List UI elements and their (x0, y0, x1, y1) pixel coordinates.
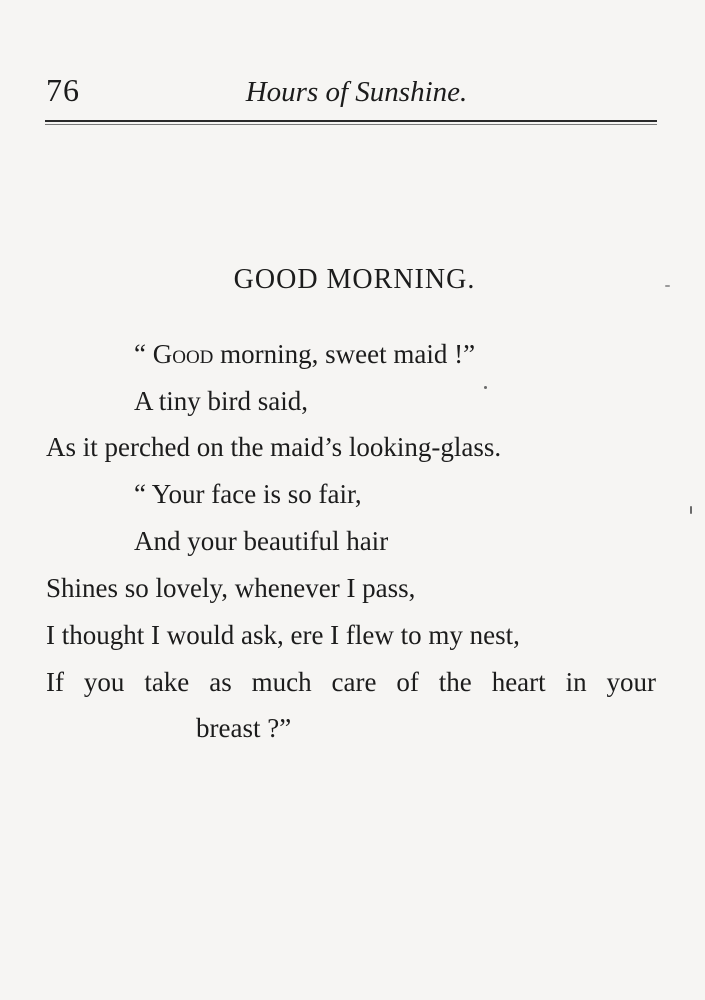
poem-line-9: breast ?” (196, 713, 292, 743)
paper-speck (690, 506, 692, 514)
header-rule-thin (45, 124, 657, 125)
poem-line-1-rest: morning, sweet maid !” (213, 339, 476, 369)
poem-line-1-smallcaps: Good (152, 339, 214, 369)
poem-line-2: A tiny bird said, (134, 386, 308, 416)
paper-speck (665, 285, 670, 287)
running-title: Hours of Sunshine. (245, 76, 468, 108)
page-number: 76 (46, 72, 80, 108)
poem-line-1 (134, 337, 475, 371)
poem-line-4: “ Your face is so fair, (134, 479, 362, 509)
poem-line-6: Shines so lovely, whenever I pass, (46, 573, 416, 603)
paper-speck (484, 386, 487, 389)
poem-title: GOOD MORNING. (233, 264, 476, 295)
poem-line-8: If you take as much care of the heart in your (46, 667, 656, 697)
poem-line-5: And your beautiful hair (134, 526, 389, 556)
poem-line-1-open-quote: “ (134, 339, 153, 369)
header-rule (45, 120, 657, 122)
poem-line-3: As it perched on the maid’s looking-glass. (46, 432, 502, 462)
poem-line-7: I thought I would ask, ere I flew to my nest, (46, 620, 520, 650)
